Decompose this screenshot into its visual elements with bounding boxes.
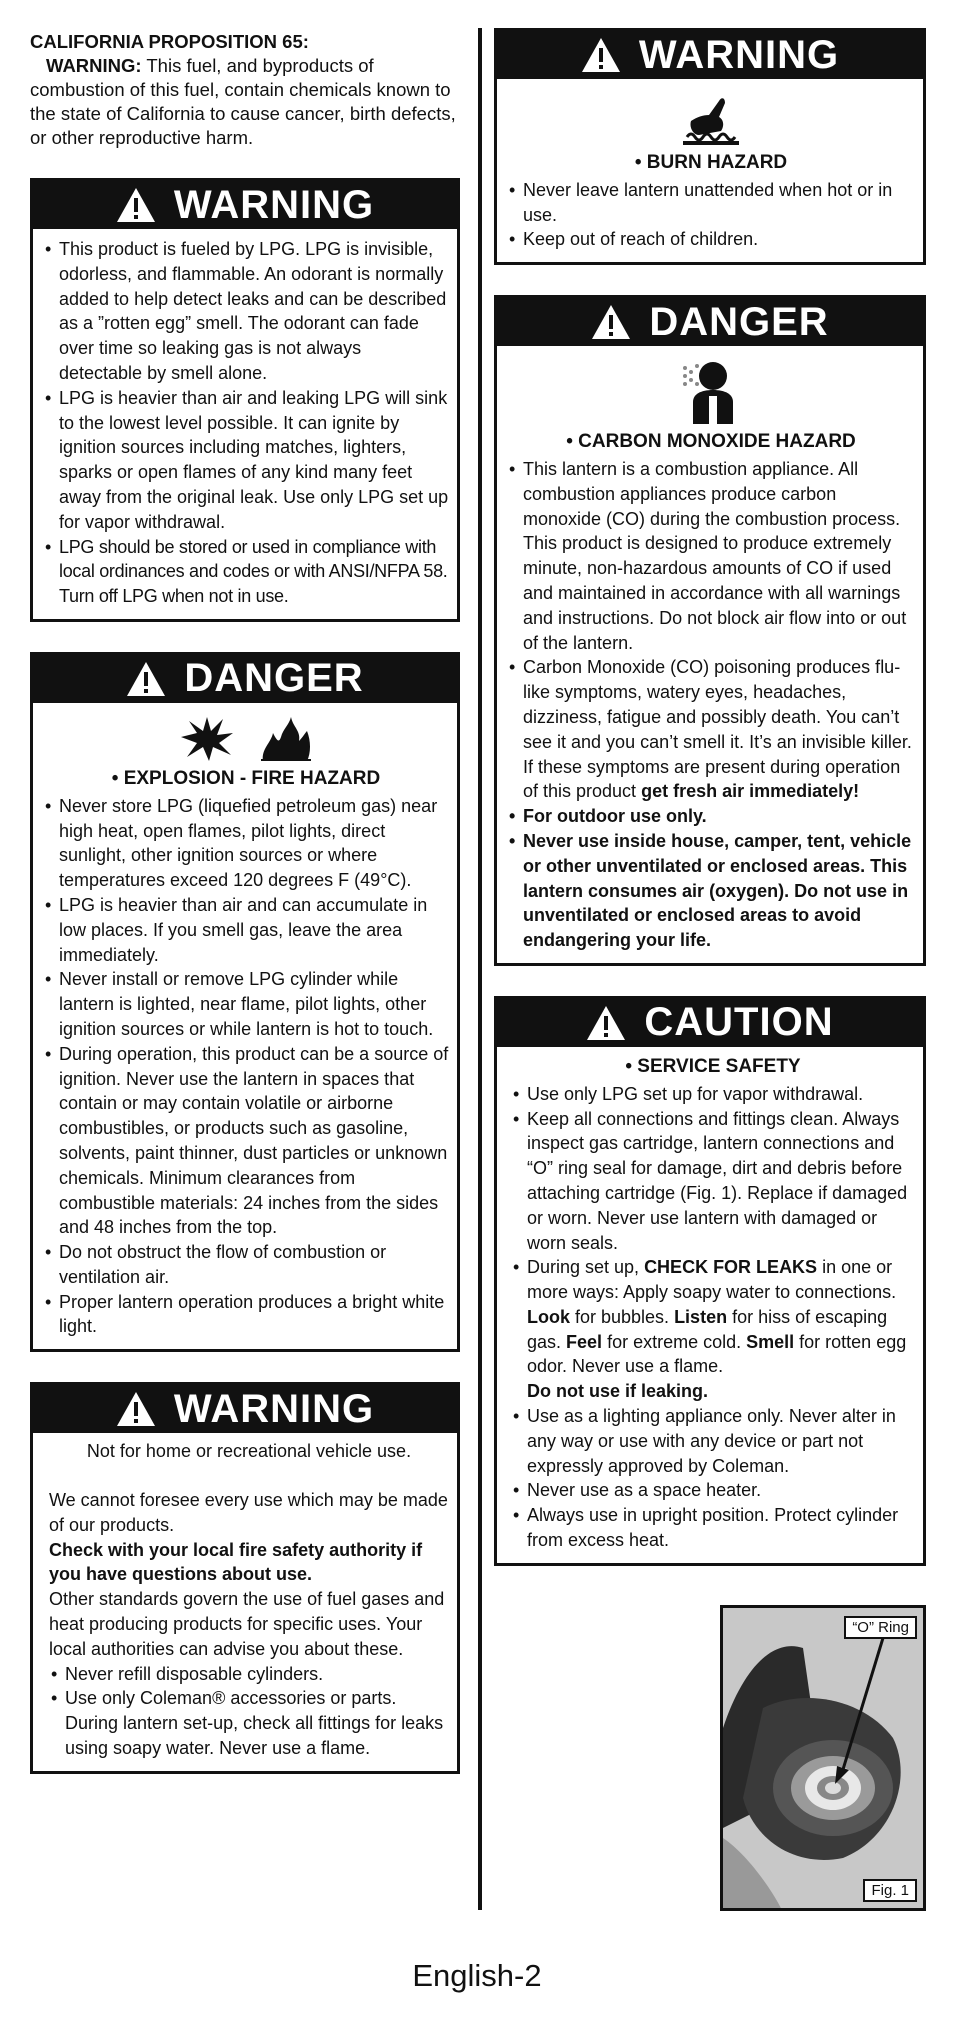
- list-item: • Use only Coleman® accessories or parts. During lantern set-up, check all fittings for leaks using soapy water. Never use a flame.: [49, 1686, 449, 1760]
- lantern-photo: [723, 1608, 926, 1911]
- left-column: [30, 30, 460, 1804]
- list-item: • Never install or remove LPG cylinder while lantern is lighted, near flame, pilot lights, other ignition sources or while lantern is hot to touch.: [43, 967, 449, 1041]
- list-item: • For outdoor use only.: [507, 804, 915, 829]
- list-item: • LPG is heavier than air and can accumulate in low places. If you smell gas, leave the area immediately.: [43, 893, 449, 967]
- item-bold-text: Listen: [674, 1306, 728, 1327]
- list-item: • This lantern is a combustion appliance. All combustion appliances produce carbon monoxide (CO) during the combustion process. This product is designed to produce extremely minute, non-hazardous amounts of CO if used and maintained in accordance with all warnings and instructions. Do not block air flow into or out of the lantern.: [507, 457, 915, 655]
- list-item: • Do not obstruct the flow of combustion or ventilation air.: [43, 1240, 449, 1290]
- person-gas-icon: [679, 358, 743, 426]
- warning-triangle-icon: [586, 1005, 626, 1041]
- item-text: for hiss of escaping gas.: [527, 1306, 888, 1352]
- hazard-subtitle: • CARBON MONOXIDE HAZARD: [566, 431, 856, 453]
- warning-lpg-box: [30, 178, 460, 622]
- item-bold-text: Look: [527, 1306, 570, 1327]
- fire-icon: [257, 715, 313, 763]
- hazard-icons: [507, 358, 915, 426]
- item-bold-text: Smell: [746, 1331, 795, 1352]
- item-bold-text: get fresh air immediately!: [641, 781, 860, 802]
- item-text: for extreme cold.: [602, 1331, 747, 1352]
- hazard-subtitle: • BURN HAZARD: [634, 152, 788, 173]
- warning-header-text: WARNING: [173, 1386, 375, 1431]
- list-item: • Proper lantern operation produces a bright white light.: [43, 1290, 449, 1340]
- item-text: for rotten egg odor. Never use a flame.: [527, 1331, 907, 1377]
- danger-header-text: DANGER: [649, 299, 829, 344]
- warning-triangle-icon: [581, 37, 621, 73]
- item-bold-text: Feel: [566, 1331, 603, 1352]
- list-item: • Keep all connections and fittings clean. Always inspect gas cartridge, lantern connections and “O” ring seal for damage, dirt and debris before attaching cartridge (Fig. 1). Replace if damaged or worn. Never use lantern with damaged or worn seals.: [511, 1107, 915, 1256]
- caution-header: [497, 999, 923, 1047]
- prop65-title: CALIFORNIA PROPOSITION 65:: [30, 31, 309, 52]
- figure-caption: Fig. 1: [863, 1879, 917, 1902]
- list-item: [511, 1255, 915, 1404]
- list-item: • Never store LPG (liquefied petroleum gas) near high heat, open flames, pilot lights, direct sunlight, other ignition sources or where temperatures exceed 120 degrees F (49°C).: [43, 794, 449, 893]
- item-bold-text: Do not use if leaking.: [527, 1381, 709, 1402]
- o-ring-callout: “O” Ring: [844, 1616, 917, 1639]
- hazard-icons: [43, 715, 449, 763]
- warning-triangle-icon: [126, 661, 166, 697]
- warning-home-box: [30, 1382, 460, 1774]
- hazard-icons: [507, 91, 915, 147]
- danger-header-text: DANGER: [184, 656, 364, 701]
- item-text: for bubbles.: [570, 1306, 675, 1327]
- item-text: During set up,: [527, 1257, 645, 1278]
- hot-surface-hand-icon: [679, 91, 743, 147]
- danger-co-box: [494, 295, 926, 966]
- figure-o-ring: [720, 1605, 926, 1911]
- warning-burn-box: [494, 28, 926, 265]
- list-item: • Use only LPG set up for vapor withdrawal.: [511, 1082, 915, 1107]
- list-item: • Use as a lighting appliance only. Never alter in any way or use with any device or part not expressly approved by Coleman.: [511, 1404, 915, 1478]
- warning-triangle-icon: [116, 1391, 156, 1427]
- danger-header: [33, 655, 457, 703]
- paragraph: Other standards govern the use of fuel gases and heat producing products for specific uses. Your local authorities can advise you about these.: [49, 1589, 445, 1659]
- danger-explosion-box: [30, 652, 460, 1352]
- prop65-notice: [30, 30, 460, 150]
- list-item: • Keep out of reach of children.: [507, 227, 915, 252]
- list-item: • Never refill disposable cylinders.: [49, 1662, 449, 1687]
- warning-header-text: WARNING: [638, 32, 840, 77]
- list-item: • LPG is heavier than air and leaking LPG will sink to the lowest level possible. It can ignite by ignition sources including matches, lighters, sparks or open flames of any kind many feet away from the original leak. Use only LPG set up for vapor withdrawal.: [43, 386, 449, 535]
- caution-header-text: CAUTION: [644, 1000, 834, 1045]
- paragraph-bold: Check with your local fire safety authority if you have questions about use.: [49, 1539, 423, 1585]
- hazard-subtitle: • SERVICE SAFETY: [625, 1055, 801, 1077]
- hazard-subtitle: • EXPLOSION - FIRE HAZARD: [111, 767, 381, 789]
- list-item: • During operation, this product can be a source of ignition. Never use the lantern in spaces that contain or may contain volatile or airborne combustibles, or products such as gasoline, solvents, paint thinner, dust particles or unknown chemicals. Minimum clearances from combustible materials: 24 inches from the sides and 48 inches from the top.: [43, 1042, 449, 1240]
- list-item: • This product is fueled by LPG. LPG is invisible, odorless, and flammable. An odorant is normally added to help detect leaks and can be described as a ”rotten egg” smell. The odorant can fade over time so leaking gas is not always detectable by smell alone.: [43, 237, 449, 386]
- warning-header: [33, 1385, 457, 1433]
- column-divider: [478, 28, 482, 1910]
- caution-box: [494, 996, 926, 1566]
- list-item: • Always use in upright position. Protect cylinder from excess heat.: [511, 1503, 915, 1553]
- warning-header: [33, 181, 457, 229]
- warning-triangle-icon: [116, 187, 156, 223]
- danger-header: [497, 298, 923, 346]
- list-item: • Never leave lantern unattended when hot or in use.: [507, 178, 915, 228]
- prop65-warning-label: WARNING:: [46, 55, 142, 76]
- page-number: English-2: [412, 1958, 542, 1993]
- list-item: • LPG should be stored or used in compliance with local ordinances and codes or with ANSI/NFPA 58. Turn off LPG when not in use.: [43, 535, 449, 609]
- item-text: Carbon Monoxide (CO) poisoning produces flu-like symptoms, watery eyes, headaches, dizziness, fatigue and possibly death. You can’t see it and you can’t smell it. It’s an invisible killer. If these symptoms are present during operation of this product: [523, 657, 912, 802]
- list-item: [507, 655, 915, 804]
- right-column: [494, 28, 926, 1596]
- warning-triangle-icon: [591, 304, 631, 340]
- item-text: in one or more ways: Apply soapy water to connections.: [527, 1257, 897, 1303]
- explosion-icon: [179, 715, 235, 763]
- prop65-text: This fuel, and byproducts of combustion of this fuel, contain chemicals known to the state of California to cause cancer, birth defects, or other reproductive harm.: [30, 55, 456, 148]
- list-item: • Never use inside house, camper, tent, vehicle or other unventilated or enclosed areas. This lantern consumes air (oxygen). Do not use in unventilated or enclosed areas to avoid endangering your life.: [507, 829, 915, 953]
- warning-header: [497, 31, 923, 79]
- intro-text: Not for home or recreational vehicle use.: [86, 1441, 412, 1462]
- warning-header-text: WARNING: [173, 182, 375, 227]
- paragraph: We cannot foresee every use which may be made of our products.: [49, 1490, 448, 1535]
- list-item: • Never use as a space heater.: [511, 1478, 915, 1503]
- item-bold-text: CHECK FOR LEAKS: [644, 1257, 818, 1278]
